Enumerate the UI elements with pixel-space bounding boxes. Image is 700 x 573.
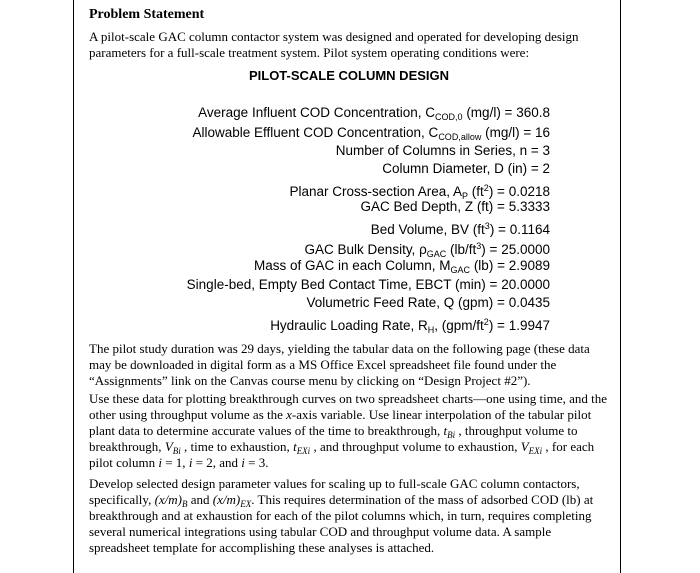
pilot-study-paragraph: The pilot study duration was 29 days, yielding the tabular data on the following page (these data may be downloaded in digital form as a MS Office Excel spreadsheet file found under the “Assignments” link on the Canvas course menu by clicking on “Design Project #2”). bbox=[89, 341, 590, 388]
design-row-gac-mass: Mass of GAC in each Column, $M_{GAC}$ (lb) = 2.9089 bbox=[253, 258, 550, 275]
page-left-border bbox=[73, 0, 74, 573]
design-row-bed-volume: Bed Volume, BV $(ft^3) = 0.1164$ bbox=[370, 221, 550, 237]
design-value: 0.0435 bbox=[508, 295, 550, 310]
design-value: 2 bbox=[542, 161, 550, 176]
intro-paragraph: A pilot-scale GAC column contactor system was designed and operated for developing design parameters for a full-scale treatment system. Pilot system operating conditions were: bbox=[89, 29, 579, 60]
design-row-hydraulic-loading: Hydraulic Loading Rate, $R_H$, $(gpm/ft^2) = 1.9947$ bbox=[270, 317, 550, 335]
table-title: PILOT-SCALE COLUMN DESIGN bbox=[248, 68, 450, 83]
design-row-bed-depth: GAC Bed Depth, Z (ft) = 5.3333 bbox=[360, 199, 550, 214]
design-value: 5.3333 bbox=[508, 199, 550, 214]
design-value: 3 bbox=[542, 143, 550, 158]
design-row-cod-allowable: Allowable Effluent COD Concentration, $C_{COD,allow}$ (mg/l) = 16 bbox=[192, 125, 550, 142]
design-row-cross-section-area: Planar Cross-section Area, $A_P$ $(ft^2) = 0.0218$ bbox=[289, 183, 550, 201]
design-row-number-columns: Number of Columns in Series, n = 3 bbox=[335, 143, 550, 158]
page-right-border bbox=[620, 0, 621, 573]
design-row-column-diameter: Column Diameter, D (in) = 2 bbox=[382, 161, 550, 176]
breakthrough-paragraph: Use these data for plotting breakthrough curves on two spreadsheet charts—one using time, and the other using throughput volume as the x-axis variable. Use linear interpolation of the tabular pilot plant data to determine accurate values of the time to breakthrough, $t_{Bi}$ , throughput volume to breakthrough, $V_{Bi}$ , time to exhaustion, $t_{EXi}$ , and throughput volume to exhaustion, $V_{EXi}$ , for each pilot column i = 1, i = 2, and i = 3. bbox=[89, 391, 608, 470]
design-row-cod-influent: Average Influent COD Concentration, $C_{COD,0}$ (mg/l) = 360.8 bbox=[198, 105, 550, 122]
design-value: 25.0000 bbox=[501, 242, 550, 257]
design-value: 0.0218 bbox=[508, 184, 550, 199]
heading: Problem Statement bbox=[89, 7, 205, 22]
design-parameter-paragraph: Develop selected design parameter values for scaling up to full-scale GAC column contactors, specifically, $(x/m)_B$ and $(x/m)_{EX}$. This requires determination of the mass of adsorbed COD (lb) at breakthrough and at exhaustion for each of the pilot columns which, in turn, requires completing several numerical integrations using tabular COD and throughput volume data. A sample spreadsheet template for accomplishing these analyses is attached. bbox=[89, 476, 594, 555]
design-value: 20.0000 bbox=[501, 277, 550, 292]
design-row-ebct: Single-bed, Empty Bed Contact Time, EBCT (min) = 20.0000 bbox=[186, 277, 550, 292]
design-row-bulk-density: GAC Bulk Density, $\rho_{GAC}$ $(lb/ft^3) = 25.0000$ bbox=[304, 241, 550, 259]
design-value: 1.9947 bbox=[508, 318, 550, 333]
design-row-feed-rate: Volumetric Feed Rate, Q (gpm) = 0.0435 bbox=[306, 295, 550, 310]
design-value: 360.8 bbox=[516, 105, 550, 120]
design-value: 0.1164 bbox=[509, 222, 550, 237]
design-value: 2.9089 bbox=[508, 258, 550, 273]
design-value: 16 bbox=[534, 125, 550, 140]
